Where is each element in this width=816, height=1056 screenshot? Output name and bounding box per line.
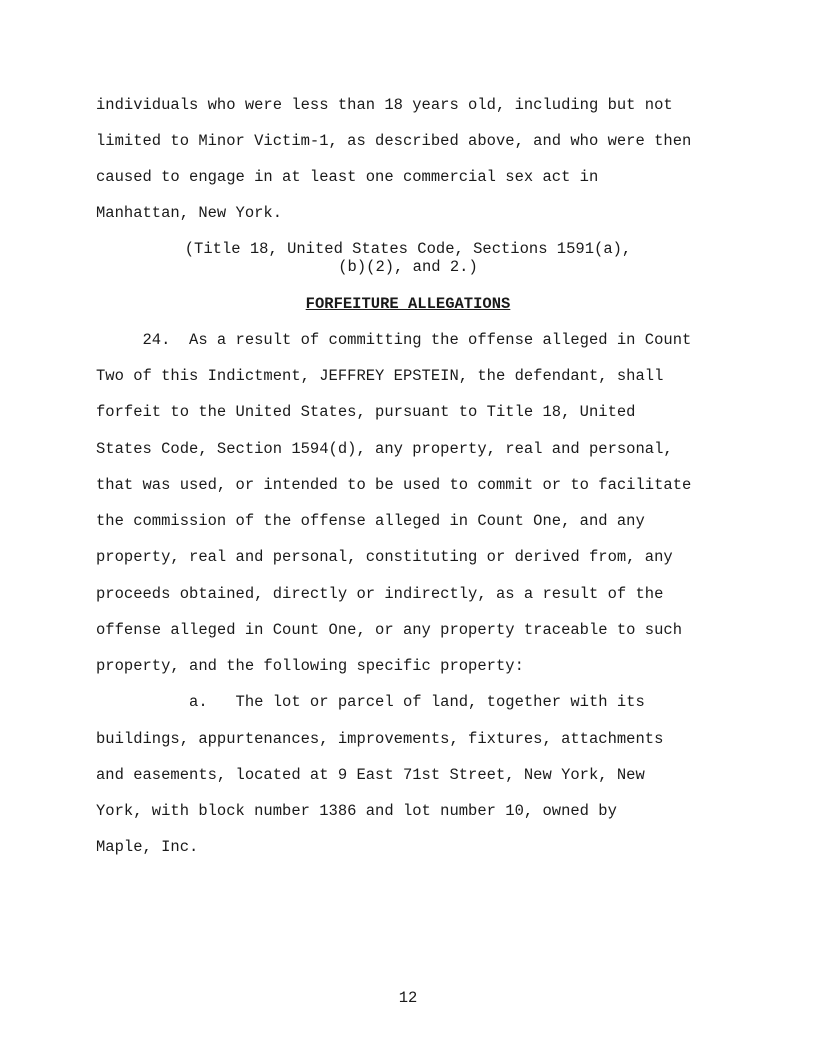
body-line: Maple, Inc. [96, 838, 199, 856]
body-line: the commission of the offense alleged in Count One, and any [96, 512, 645, 530]
body-line: a. The lot or parcel of land, together with its [96, 693, 645, 711]
page-number: 12 [398, 989, 418, 1007]
statute-citation-line-1: (Title 18, United States Code, Sections 1591(a), [184, 240, 632, 258]
body-line: 24. As a result of committing the offense alleged in Count [96, 331, 692, 349]
body-line: and easements, located at 9 East 71st Street, New York, New [96, 766, 645, 784]
body-line: caused to engage in at least one commercial sex act in [96, 168, 599, 186]
body-line: proceeds obtained, directly or indirectly, as a result of the [96, 585, 664, 603]
body-line: Two of this Indictment, JEFFREY EPSTEIN, the defendant, shall [96, 367, 664, 385]
body-line: States Code, Section 1594(d), any property, real and personal, [96, 440, 673, 458]
body-line: buildings, appurtenances, improvements, fixtures, attachments [96, 730, 664, 748]
body-line: forfeit to the United States, pursuant to Title 18, United [96, 403, 636, 421]
body-line: property, real and personal, constituting or derived from, any [96, 548, 673, 566]
body-line: limited to Minor Victim-1, as described above, and who were then [96, 132, 692, 150]
body-line: Manhattan, New York. [96, 204, 283, 222]
body-line: individuals who were less than 18 years old, including but not [96, 96, 673, 114]
body-line: that was used, or intended to be used to commit or to facilitate [96, 476, 692, 494]
statute-citation-line-2: (b)(2), and 2.) [338, 258, 478, 276]
body-line: property, and the following specific property: [96, 657, 524, 675]
body-line: offense alleged in Count One, or any property traceable to such [96, 621, 682, 639]
body-line: York, with block number 1386 and lot number 10, owned by [96, 802, 617, 820]
section-heading: FORFEITURE ALLEGATIONS [305, 295, 511, 313]
